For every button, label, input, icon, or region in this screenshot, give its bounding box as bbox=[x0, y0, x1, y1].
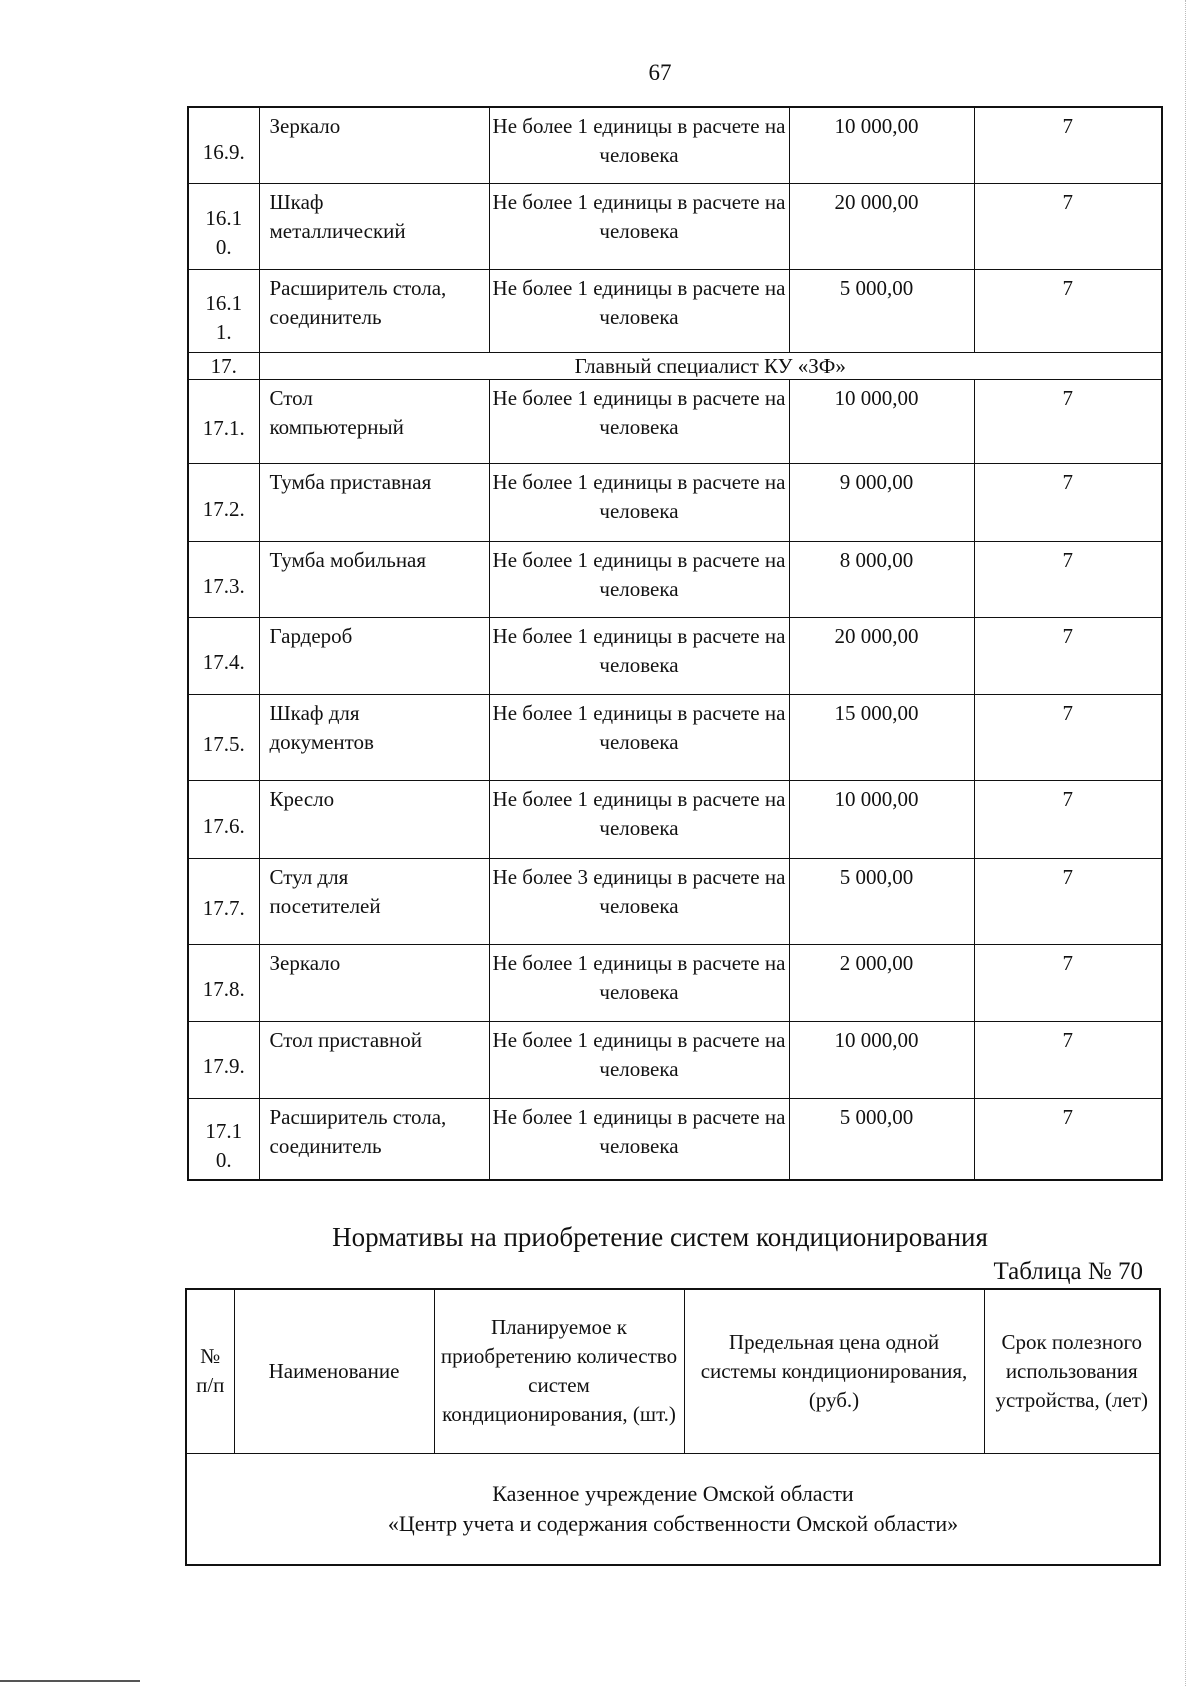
item-quantity: Не более 3 единицы в расчете на человека bbox=[489, 858, 789, 944]
table-row bbox=[188, 541, 1162, 617]
table-row bbox=[188, 1021, 1162, 1098]
table-row bbox=[188, 858, 1162, 944]
item-name: Стол компьютерный bbox=[259, 379, 489, 463]
item-price: 5 000,00 bbox=[789, 858, 974, 944]
item-price: 20 000,00 bbox=[789, 617, 974, 694]
page-number: 67 bbox=[648, 60, 672, 85]
item-quantity: Не более 1 единицы в расчете на человека bbox=[489, 541, 789, 617]
item-quantity: Не более 1 единицы в расчете на человека bbox=[489, 379, 789, 463]
item-service-life: 7 bbox=[974, 269, 1162, 352]
row-number: 17.1. bbox=[188, 379, 259, 463]
table-row bbox=[188, 617, 1162, 694]
item-quantity: Не более 1 единицы в расчете на человека bbox=[489, 780, 789, 858]
row-number: 17.4. bbox=[188, 617, 259, 694]
row-number: 16.1 0. bbox=[188, 183, 259, 269]
item-price: 10 000,00 bbox=[789, 1021, 974, 1098]
header-quantity: Планируемое к приобретению количество систем кондиционирования, (шт.) bbox=[434, 1289, 684, 1453]
item-service-life: 7 bbox=[974, 183, 1162, 269]
item-name: Стул для посетителей bbox=[259, 858, 489, 944]
item-name: Расширитель стола, соединитель bbox=[259, 1098, 489, 1180]
item-name: Расширитель стола, соединитель bbox=[259, 269, 489, 352]
section-row bbox=[188, 352, 1162, 379]
item-name: Зеркало bbox=[259, 107, 489, 183]
item-service-life: 7 bbox=[974, 694, 1162, 780]
item-service-life: 7 bbox=[974, 780, 1162, 858]
item-name: Шкаф для документов bbox=[259, 694, 489, 780]
header-service-life: Срок полезного использования устройства, (лет) bbox=[984, 1289, 1160, 1453]
header-price: Предельная цена одной системы кондиционирования, (руб.) bbox=[684, 1289, 984, 1453]
item-service-life: 7 bbox=[974, 541, 1162, 617]
table-row bbox=[188, 463, 1162, 541]
row-number: 17.2. bbox=[188, 463, 259, 541]
item-name: Кресло bbox=[259, 780, 489, 858]
item-price: 5 000,00 bbox=[789, 1098, 974, 1180]
item-service-life: 7 bbox=[974, 617, 1162, 694]
item-price: 10 000,00 bbox=[789, 107, 974, 183]
row-number: 17.8. bbox=[188, 944, 259, 1021]
item-service-life: 7 bbox=[974, 107, 1162, 183]
header-name: Наименование bbox=[234, 1289, 434, 1453]
row-number: 17.7. bbox=[188, 858, 259, 944]
table-row bbox=[188, 379, 1162, 463]
item-quantity: Не более 1 единицы в расчете на человека bbox=[489, 1098, 789, 1180]
item-price: 15 000,00 bbox=[789, 694, 974, 780]
row-number: 17.1 0. bbox=[188, 1098, 259, 1180]
item-quantity: Не более 1 единицы в расчете на человека bbox=[489, 944, 789, 1021]
header-num: № п/п bbox=[186, 1289, 234, 1453]
table-row bbox=[188, 1098, 1162, 1180]
item-name: Шкаф металлический bbox=[259, 183, 489, 269]
row-number: 17.6. bbox=[188, 780, 259, 858]
section-number: 17. bbox=[188, 352, 259, 379]
table-header-row bbox=[186, 1289, 1160, 1453]
item-price: 9 000,00 bbox=[789, 463, 974, 541]
row-number: 17.3. bbox=[188, 541, 259, 617]
section-title: Главный специалист КУ «ЗФ» bbox=[259, 352, 1162, 379]
item-quantity: Не более 1 единицы в расчете на человека bbox=[489, 269, 789, 352]
item-service-life: 7 bbox=[974, 944, 1162, 1021]
table-number-label: Таблица № 70 bbox=[993, 1258, 1143, 1285]
row-number: 17.5. bbox=[188, 694, 259, 780]
row-number: 16.1 1. bbox=[188, 269, 259, 352]
item-service-life: 7 bbox=[974, 1021, 1162, 1098]
item-name: Зеркало bbox=[259, 944, 489, 1021]
table-row bbox=[188, 780, 1162, 858]
item-quantity: Не более 1 единицы в расчете на человека bbox=[489, 694, 789, 780]
row-number: 16.9. bbox=[188, 107, 259, 183]
item-quantity: Не более 1 единицы в расчете на человека bbox=[489, 1021, 789, 1098]
organization-cell bbox=[186, 1453, 1160, 1565]
item-service-life: 7 bbox=[974, 858, 1162, 944]
item-price: 10 000,00 bbox=[789, 780, 974, 858]
table-row bbox=[188, 944, 1162, 1021]
air-conditioning-norms-table bbox=[185, 1288, 1161, 1566]
scan-corner-mark bbox=[0, 1680, 140, 1686]
item-quantity: Не более 1 единицы в расчете на человека bbox=[489, 617, 789, 694]
row-number: 17.9. bbox=[188, 1021, 259, 1098]
item-service-life: 7 bbox=[974, 463, 1162, 541]
section-heading: Нормативы на приобретение систем кондиционирования bbox=[332, 1222, 988, 1252]
table-row bbox=[188, 694, 1162, 780]
table-row bbox=[188, 269, 1162, 352]
item-price: 2 000,00 bbox=[789, 944, 974, 1021]
equipment-norms-table bbox=[187, 106, 1163, 1181]
item-quantity: Не более 1 единицы в расчете на человека bbox=[489, 183, 789, 269]
item-service-life: 7 bbox=[974, 1098, 1162, 1180]
scan-edge bbox=[1185, 0, 1200, 1686]
item-name: Гардероб bbox=[259, 617, 489, 694]
table-row bbox=[188, 183, 1162, 269]
item-price: 10 000,00 bbox=[789, 379, 974, 463]
item-quantity: Не более 1 единицы в расчете на человека bbox=[489, 463, 789, 541]
item-service-life: 7 bbox=[974, 379, 1162, 463]
organization-row bbox=[186, 1453, 1160, 1565]
item-name: Стол приставной bbox=[259, 1021, 489, 1098]
item-name: Тумба приставная bbox=[259, 463, 489, 541]
item-name: Тумба мобильная bbox=[259, 541, 489, 617]
table-row bbox=[188, 107, 1162, 183]
equipment-norms-body bbox=[188, 107, 1162, 1180]
item-quantity: Не более 1 единицы в расчете на человека bbox=[489, 107, 789, 183]
organization-line-2: «Центр учета и содержания собственности Омской области» bbox=[387, 1510, 959, 1536]
item-price: 8 000,00 bbox=[789, 541, 974, 617]
item-price: 5 000,00 bbox=[789, 269, 974, 352]
organization-line-1: Казенное учреждение Омской области bbox=[492, 1480, 854, 1506]
item-price: 20 000,00 bbox=[789, 183, 974, 269]
